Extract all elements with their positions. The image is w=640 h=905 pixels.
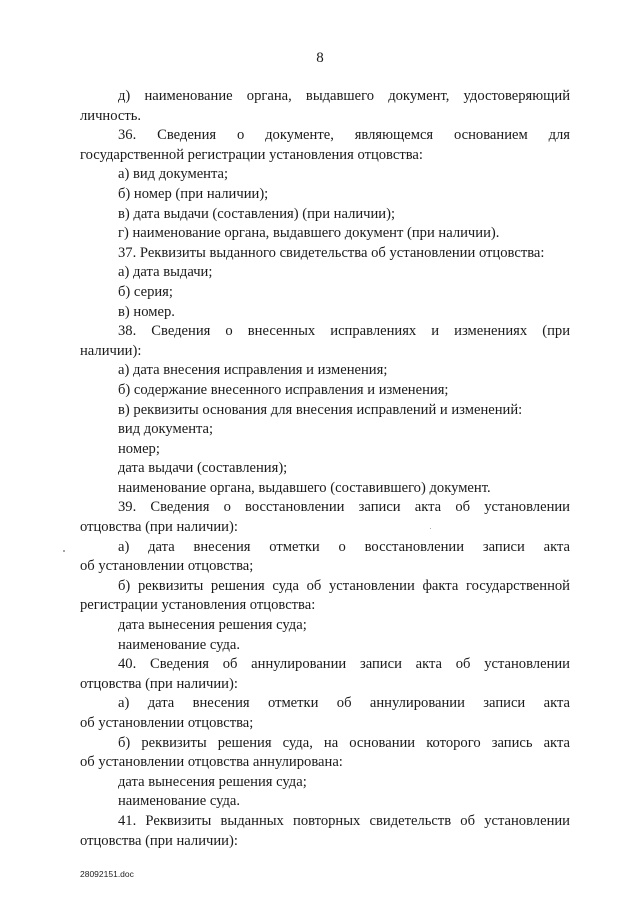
document-line: об установлении отцовства;	[80, 558, 254, 575]
scan-speck	[430, 528, 431, 529]
document-line: 40. Сведения об аннулировании записи акта об установлении	[118, 656, 570, 673]
document-line: б) содержание внесенного исправления и изменения;	[118, 381, 449, 398]
document-line: 37. Реквизиты выданного свидетельства об установлении отцовства:	[118, 244, 545, 261]
document-line: регистрации установления отцовства:	[80, 597, 316, 614]
document-line: дата выдачи (составления);	[118, 460, 288, 477]
document-body	[80, 87, 570, 851]
document-line: отцовства (при наличии):	[80, 519, 238, 536]
document-line: а) дата выдачи;	[118, 264, 213, 281]
document-line: г) наименование органа, выдавшего документ (при наличии).	[118, 225, 500, 242]
document-line: наименование органа, выдавшего (составившего) документ.	[118, 479, 491, 496]
document-line: вид документа;	[118, 421, 214, 438]
document-line: отцовства (при наличии):	[80, 832, 238, 849]
document-line: номер;	[118, 440, 160, 457]
document-line: об установлении отцовства;	[80, 715, 254, 731]
document-line: 39. Сведения о восстановлении записи акта об установлении	[118, 499, 570, 516]
document-line: а) дата внесения исправления и изменения;	[118, 362, 388, 379]
document-line: б) серия;	[118, 283, 173, 300]
document-line: личность.	[80, 107, 142, 124]
document-line: наименование суда.	[118, 793, 241, 810]
document-line: 36. Сведения о документе, являющемся основанием для	[118, 127, 570, 144]
document-line: об установлении отцовства аннулирована:	[80, 754, 343, 771]
document-line: б) реквизиты решения суда, на основании которого запись акта	[118, 734, 570, 751]
document-line: государственной регистрации установления отцовства:	[80, 146, 423, 163]
document-line: наличии):	[80, 342, 142, 359]
document-line: в) номер.	[118, 303, 175, 320]
footer-filename: 28092151.doc	[80, 869, 134, 879]
document-line: д) наименование органа, выдавшего документ, удостоверяющий	[118, 88, 570, 104]
document-line: 41. Реквизиты выданных повторных свидетельств об установлении	[118, 812, 570, 829]
document-line: в) дата выдачи (составления) (при наличии);	[118, 205, 396, 222]
scan-speck	[63, 550, 65, 552]
document-line: а) дата внесения отметки о восстановлении записи акта	[118, 538, 570, 555]
document-line: в) реквизиты основания для внесения исправлений и изменений:	[118, 401, 523, 418]
page-number: 8	[316, 50, 324, 66]
document-line: а) дата внесения отметки об аннулировании записи акта	[118, 695, 570, 712]
document-line: дата вынесения решения суда;	[118, 617, 307, 634]
document-line: 38. Сведения о внесенных исправлениях и изменениях (при	[118, 323, 570, 340]
document-line: б) реквизиты решения суда об установлении факта государственной	[118, 577, 570, 594]
document-line: наименование суда.	[118, 636, 241, 653]
document-line: отцовства (при наличии):	[80, 675, 238, 692]
document-line: а) вид документа;	[118, 166, 229, 183]
document-line: дата вынесения решения суда;	[118, 773, 307, 790]
document-line: б) номер (при наличии);	[118, 185, 269, 202]
